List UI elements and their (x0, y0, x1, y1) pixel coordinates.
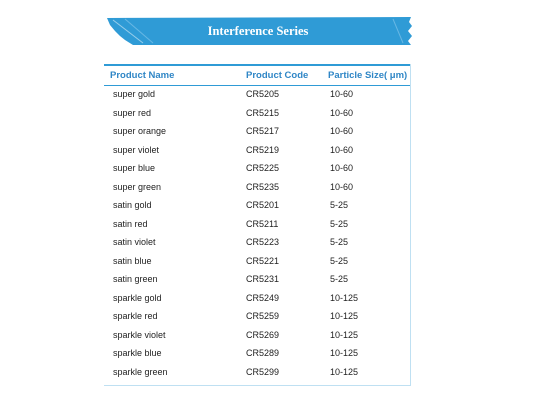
product-code-cell: CR5201 (246, 200, 280, 210)
table-row (104, 143, 410, 162)
table-row (104, 254, 410, 273)
column-header-product-code: Product Code (246, 70, 309, 81)
particle-size-cell: 10-125 (330, 329, 359, 340)
particle-size-cell: 10-125 (330, 292, 359, 303)
header-rule (104, 85, 411, 86)
table-row (104, 346, 410, 365)
particle-size-cell: 5-25 (330, 218, 349, 229)
product-code-cell: CR5259 (246, 311, 280, 321)
particle-size-cell: 10-60 (330, 126, 354, 136)
product-name-cell: satin gold (113, 200, 152, 210)
product-code-cell: CR5211 (246, 218, 279, 229)
product-name-cell: satin blue (113, 255, 152, 266)
product-code-cell: CR5205 (246, 89, 280, 99)
table-row (104, 328, 410, 347)
title-banner (103, 16, 413, 46)
product-name-cell: satin green (113, 274, 158, 284)
frame-bottom-border (104, 385, 411, 386)
product-name-cell: satin violet (113, 237, 156, 247)
product-name-cell: super red (113, 107, 152, 118)
table-row (104, 87, 410, 106)
particle-size-cell: 10-60 (330, 181, 354, 192)
product-name-cell: super violet (113, 144, 160, 155)
product-code-cell: CR5269 (246, 329, 280, 340)
particle-size-cell: 5-25 (330, 237, 349, 247)
product-name-cell: sparkle red (113, 311, 158, 321)
particle-size-cell: 10-60 (330, 144, 354, 155)
column-header-product-name: Product Name (110, 70, 175, 81)
frame-right-border (410, 64, 411, 386)
product-name-cell: super green (113, 181, 162, 192)
product-name-cell: sparkle gold (113, 292, 162, 303)
product-name-cell: satin red (113, 218, 148, 229)
table-row (104, 124, 410, 143)
product-code-cell: CR5221 (246, 255, 280, 266)
product-code-cell: CR5249 (246, 292, 280, 303)
table-row (104, 106, 410, 125)
product-table (104, 64, 411, 386)
product-name-cell: super orange (113, 126, 167, 136)
product-code-cell: CR5217 (246, 126, 280, 136)
product-name-cell: sparkle blue (113, 348, 162, 358)
page-title: Interference Series (207, 24, 309, 38)
table-row (104, 365, 410, 384)
product-name-cell: super gold (113, 89, 156, 99)
particle-size-cell: 10-125 (330, 366, 359, 377)
table-row (104, 272, 410, 291)
particle-size-cell: 5-25 (330, 255, 349, 266)
particle-size-cell: 5-25 (330, 200, 349, 210)
particle-size-cell: 10-60 (330, 107, 354, 118)
particle-size-cell: 5-25 (330, 274, 349, 284)
product-name-cell: sparkle violet (113, 329, 166, 340)
product-name-cell: super blue (113, 163, 156, 173)
table-row (104, 291, 410, 310)
particle-size-cell: 10-60 (330, 89, 354, 99)
product-code-cell: CR5225 (246, 163, 280, 173)
table-row (104, 180, 410, 199)
product-code-cell: CR5235 (246, 181, 280, 192)
particle-size-cell: 10-60 (330, 163, 354, 173)
particle-size-cell: 10-125 (330, 348, 359, 358)
product-code-cell: CR5219 (246, 144, 280, 155)
product-code-cell: CR5289 (246, 348, 280, 358)
table-body (104, 87, 410, 383)
product-name-cell: sparkle green (113, 366, 168, 377)
table-row (104, 198, 410, 217)
product-code-cell: CR5299 (246, 366, 280, 377)
product-code-cell: CR5231 (246, 274, 280, 284)
table-row (104, 161, 410, 180)
column-header-particle-size: Particle Size( μm) (328, 70, 408, 81)
table-row (104, 235, 410, 254)
particle-size-cell: 10-125 (330, 311, 359, 321)
table-row (104, 217, 410, 236)
product-code-cell: CR5223 (246, 237, 280, 247)
product-code-cell: CR5215 (246, 107, 280, 118)
table-row (104, 309, 410, 328)
